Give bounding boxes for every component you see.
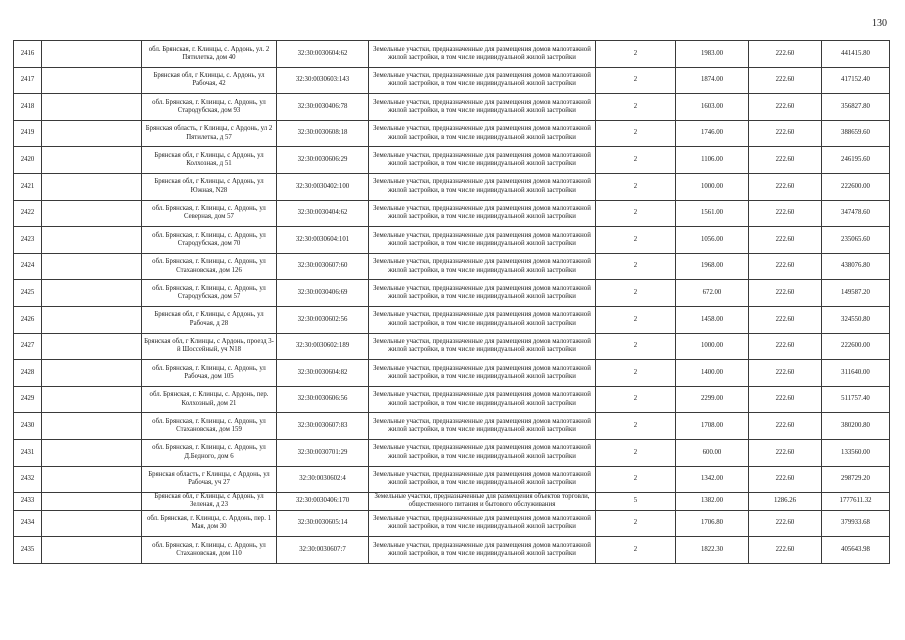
land-use-cell: Земельные участки, предназначенные для размещения домов малоэтажной жилой застройки, в том числе индивидуальной жилой застройки	[369, 360, 596, 387]
empty-cell	[42, 147, 142, 174]
land-use-cell: Земельные участки, предназначенные для размещения домов малоэтажной жилой застройки, в том числе индивидуальной жилой застройки	[369, 510, 596, 537]
land-use-cell: Земельные участки, предназначенные для размещения домов малоэтажной жилой застройки, в том числе индивидуальной жилой застройки	[369, 280, 596, 307]
area-cell: 1000.00	[676, 333, 749, 360]
cadastral-value-cell: 324550.80	[822, 306, 890, 333]
cadastral-number-cell: 32:30:0030406:78	[277, 94, 369, 121]
use-code-cell: 2	[596, 227, 676, 254]
cadastral-number-cell: 32:30:0030604:101	[277, 227, 369, 254]
cadastral-value-cell: 311640.00	[822, 360, 890, 387]
land-use-cell: Земельные участки, предназначенные для размещения домов малоэтажной жилой застройки, в том числе индивидуальной жилой застройки	[369, 306, 596, 333]
cadastral-value-cell: 235065.60	[822, 227, 890, 254]
area-cell: 1400.00	[676, 360, 749, 387]
use-code-cell: 2	[596, 200, 676, 227]
area-cell: 1746.00	[676, 120, 749, 147]
land-use-cell: Земельные участки, предназначенные для размещения домов малоэтажной жилой застройки, в том числе индивидуальной жилой застройки	[369, 41, 596, 68]
use-code-cell: 2	[596, 147, 676, 174]
address-cell: обл. Брянская, г. Клинцы, с. Ардонь, ул Стахановская, дом 110	[142, 537, 277, 564]
cadastral-value-cell: 222600.00	[822, 333, 890, 360]
cadastral-number-cell: 32:30:0030406:170	[277, 493, 369, 511]
cadastral-number-cell: 32:30:0030606:29	[277, 147, 369, 174]
use-code-cell: 2	[596, 94, 676, 121]
address-cell: обл. Брянская, г. Клинцы, с. Ардонь, ул. 2 Пятилетка, дом 40	[142, 41, 277, 68]
row-number: 2417	[14, 67, 42, 94]
cadastral-number-cell: 32:30:0030607:7	[277, 537, 369, 564]
rate-cell: 222.60	[749, 386, 822, 413]
table-row	[14, 510, 890, 537]
address-cell: обл. Брянская, г. Клинцы, с. Ардонь, ул Рабочая, дом 105	[142, 360, 277, 387]
empty-cell	[42, 200, 142, 227]
empty-cell	[42, 41, 142, 68]
address-cell: Брянская обл, г Клинцы, с. Ардонь, ул Рабочая, 42	[142, 67, 277, 94]
land-use-cell: Земельные участки, предназначенные для размещения объектов торговли, общественного питания и бытового обслуживания	[369, 493, 596, 511]
cadastral-value-cell: 356827.80	[822, 94, 890, 121]
empty-cell	[42, 439, 142, 466]
land-use-cell: Земельные участки, предназначенные для размещения домов малоэтажной жилой застройки, в том числе индивидуальной жилой застройки	[369, 439, 596, 466]
use-code-cell: 2	[596, 253, 676, 280]
use-code-cell: 2	[596, 41, 676, 68]
table-row	[14, 173, 890, 200]
empty-cell	[42, 413, 142, 440]
table-row	[14, 413, 890, 440]
rate-cell: 222.60	[749, 333, 822, 360]
area-cell: 1342.00	[676, 466, 749, 493]
empty-cell	[42, 493, 142, 511]
land-use-cell: Земельные участки, предназначенные для размещения домов малоэтажной жилой застройки, в том числе индивидуальной жилой застройки	[369, 94, 596, 121]
table-row	[14, 41, 890, 68]
row-number: 2416	[14, 41, 42, 68]
empty-cell	[42, 227, 142, 254]
cadastral-number-cell: 32:30:0030402:100	[277, 173, 369, 200]
empty-cell	[42, 280, 142, 307]
cadastral-value-cell: 438076.80	[822, 253, 890, 280]
area-cell: 1056.00	[676, 227, 749, 254]
row-number: 2419	[14, 120, 42, 147]
cadastral-number-cell: 32:30:0030406:69	[277, 280, 369, 307]
row-number: 2424	[14, 253, 42, 280]
area-cell: 1458.00	[676, 306, 749, 333]
area-cell: 1603.00	[676, 94, 749, 121]
area-cell: 1708.00	[676, 413, 749, 440]
address-cell: обл. Брянская, г. Клинцы, с. Ардонь, ул Стародубская, дом 93	[142, 94, 277, 121]
area-cell: 1382.00	[676, 493, 749, 511]
area-cell: 1106.00	[676, 147, 749, 174]
table-row	[14, 537, 890, 564]
rate-cell: 222.60	[749, 510, 822, 537]
land-use-cell: Земельные участки, предназначенные для размещения домов малоэтажной жилой застройки, в том числе индивидуальной жилой застройки	[369, 386, 596, 413]
address-cell: Брянская область, г Клинцы, с Ардонь, ул 2 Пятилетка, д 57	[142, 120, 277, 147]
rate-cell: 222.60	[749, 413, 822, 440]
rate-cell: 222.60	[749, 306, 822, 333]
empty-cell	[42, 120, 142, 147]
page-number: 130	[872, 18, 887, 29]
use-code-cell: 2	[596, 67, 676, 94]
row-number: 2429	[14, 386, 42, 413]
address-cell: Брянская обл, г Клинцы, с Ардонь, ул Колхозная, д 51	[142, 147, 277, 174]
area-cell: 1706.80	[676, 510, 749, 537]
address-cell: Брянская обл, г Клинцы, с Ардонь, ул Южная, N28	[142, 173, 277, 200]
empty-cell	[42, 537, 142, 564]
row-number: 2418	[14, 94, 42, 121]
cadastral-number-cell: 32:30:0030604:62	[277, 41, 369, 68]
table-row	[14, 67, 890, 94]
empty-cell	[42, 333, 142, 360]
rate-cell: 222.60	[749, 466, 822, 493]
rate-cell: 222.60	[749, 360, 822, 387]
cadastral-value-cell: 222600.00	[822, 173, 890, 200]
table-row	[14, 280, 890, 307]
address-cell: обл. Брянская, г. Клинцы, с. Ардонь, ул Стахановская, дом 159	[142, 413, 277, 440]
land-registry-table	[13, 40, 890, 564]
use-code-cell: 2	[596, 280, 676, 307]
row-number: 2430	[14, 413, 42, 440]
area-cell: 1983.00	[676, 41, 749, 68]
use-code-cell: 2	[596, 306, 676, 333]
use-code-cell: 5	[596, 493, 676, 511]
area-cell: 600.00	[676, 439, 749, 466]
cadastral-number-cell: 32:30:0030608:18	[277, 120, 369, 147]
cadastral-value-cell: 511757.40	[822, 386, 890, 413]
empty-cell	[42, 253, 142, 280]
table-row	[14, 360, 890, 387]
row-number: 2434	[14, 510, 42, 537]
cadastral-value-cell: 380200.80	[822, 413, 890, 440]
empty-cell	[42, 94, 142, 121]
cadastral-number-cell: 32:30:0030607:60	[277, 253, 369, 280]
table-body	[14, 41, 890, 564]
land-use-cell: Земельные участки, предназначенные для размещения домов малоэтажной жилой застройки, в том числе индивидуальной жилой застройки	[369, 253, 596, 280]
cadastral-value-cell: 405643.98	[822, 537, 890, 564]
table-row	[14, 94, 890, 121]
cadastral-value-cell: 1777611.32	[822, 493, 890, 511]
rate-cell: 222.60	[749, 439, 822, 466]
table-row	[14, 147, 890, 174]
land-use-cell: Земельные участки, предназначенные для размещения домов малоэтажной жилой застройки, в том числе индивидуальной жилой застройки	[369, 120, 596, 147]
cadastral-number-cell: 32:30:0030404:62	[277, 200, 369, 227]
row-number: 2427	[14, 333, 42, 360]
row-number: 2421	[14, 173, 42, 200]
empty-cell	[42, 510, 142, 537]
table-row	[14, 333, 890, 360]
rate-cell: 222.60	[749, 67, 822, 94]
land-use-cell: Земельные участки, предназначенные для размещения домов малоэтажной жилой застройки, в том числе индивидуальной жилой застройки	[369, 333, 596, 360]
cadastral-value-cell: 417152.40	[822, 67, 890, 94]
cadastral-value-cell: 441415.80	[822, 41, 890, 68]
cadastral-value-cell: 149587.20	[822, 280, 890, 307]
address-cell: обл. Брянская, г. Клинцы, с. Ардонь, ул Стародубская, дом 57	[142, 280, 277, 307]
cadastral-number-cell: 32:30:0030604:82	[277, 360, 369, 387]
address-cell: обл. Брянская, г. Клинцы, с. Ардонь, ул Стародубская, дом 70	[142, 227, 277, 254]
table-row	[14, 439, 890, 466]
rate-cell: 222.60	[749, 147, 822, 174]
rate-cell: 222.60	[749, 200, 822, 227]
land-use-cell: Земельные участки, предназначенные для размещения домов малоэтажной жилой застройки, в том числе индивидуальной жилой застройки	[369, 147, 596, 174]
land-use-cell: Земельные участки, предназначенные для размещения домов малоэтажной жилой застройки, в том числе индивидуальной жилой застройки	[369, 466, 596, 493]
empty-cell	[42, 306, 142, 333]
area-cell: 672.00	[676, 280, 749, 307]
address-cell: Брянская область, г Клинцы, с Ардонь, ул Рабочая, уч 27	[142, 466, 277, 493]
row-number: 2432	[14, 466, 42, 493]
rate-cell: 222.60	[749, 94, 822, 121]
table-row	[14, 120, 890, 147]
table-row	[14, 466, 890, 493]
land-use-cell: Земельные участки, предназначенные для размещения домов малоэтажной жилой застройки, в том числе индивидуальной жилой застройки	[369, 67, 596, 94]
table-row	[14, 227, 890, 254]
area-cell: 2299.00	[676, 386, 749, 413]
cadastral-value-cell: 246195.60	[822, 147, 890, 174]
cadastral-number-cell: 32:30:0030602:189	[277, 333, 369, 360]
cadastral-value-cell: 379933.68	[822, 510, 890, 537]
table-row	[14, 200, 890, 227]
rate-cell: 1286.26	[749, 493, 822, 511]
empty-cell	[42, 360, 142, 387]
cadastral-number-cell: 32:30:0030606:56	[277, 386, 369, 413]
address-cell: обл. Брянская, г. Клинцы, с. Ардонь, ул Д.Бедного, дом 6	[142, 439, 277, 466]
row-number: 2426	[14, 306, 42, 333]
empty-cell	[42, 173, 142, 200]
land-use-cell: Земельные участки, предназначенные для размещения домов малоэтажной жилой застройки, в том числе индивидуальной жилой застройки	[369, 413, 596, 440]
table-row	[14, 253, 890, 280]
use-code-cell: 2	[596, 386, 676, 413]
cadastral-value-cell: 388659.60	[822, 120, 890, 147]
cadastral-number-cell: 32:30:0030605:14	[277, 510, 369, 537]
address-cell: Брянская обл, г Клинцы, с Ардонь, ул Рабочая, д 28	[142, 306, 277, 333]
cadastral-value-cell: 133560.00	[822, 439, 890, 466]
cadastral-value-cell: 347478.60	[822, 200, 890, 227]
use-code-cell: 2	[596, 120, 676, 147]
cadastral-number-cell: 32:30:0030602:4	[277, 466, 369, 493]
use-code-cell: 2	[596, 333, 676, 360]
use-code-cell: 2	[596, 413, 676, 440]
empty-cell	[42, 466, 142, 493]
row-number: 2423	[14, 227, 42, 254]
address-cell: обл. Брянская, г. Клинцы, с. Ардонь, ул Северная, дом 57	[142, 200, 277, 227]
rate-cell: 222.60	[749, 120, 822, 147]
use-code-cell: 2	[596, 360, 676, 387]
area-cell: 1822.30	[676, 537, 749, 564]
address-cell: Брянская обл, г Клинцы, с Ардонь, ул Зеленая, д 23	[142, 493, 277, 511]
use-code-cell: 2	[596, 510, 676, 537]
area-cell: 1874.00	[676, 67, 749, 94]
row-number: 2422	[14, 200, 42, 227]
row-number: 2428	[14, 360, 42, 387]
row-number: 2431	[14, 439, 42, 466]
land-use-cell: Земельные участки, предназначенные для размещения домов малоэтажной жилой застройки, в том числе индивидуальной жилой застройки	[369, 173, 596, 200]
row-number: 2433	[14, 493, 42, 511]
rate-cell: 222.60	[749, 280, 822, 307]
use-code-cell: 2	[596, 439, 676, 466]
use-code-cell: 2	[596, 537, 676, 564]
land-use-cell: Земельные участки, предназначенные для размещения домов малоэтажной жилой застройки, в том числе индивидуальной жилой застройки	[369, 200, 596, 227]
use-code-cell: 2	[596, 173, 676, 200]
land-use-cell: Земельные участки, предназначенные для размещения домов малоэтажной жилой застройки, в том числе индивидуальной жилой застройки	[369, 227, 596, 254]
address-cell: обл. Брянская, г. Клинцы, с. Ардонь, пер. Колхозный, дом 21	[142, 386, 277, 413]
table-row	[14, 306, 890, 333]
rate-cell: 222.60	[749, 41, 822, 68]
cadastral-value-cell: 298729.20	[822, 466, 890, 493]
address-cell: обл. Брянская, г. Клинцы, с. Ардонь, пер. 1 Мая, дом 30	[142, 510, 277, 537]
empty-cell	[42, 386, 142, 413]
address-cell: Брянская обл, г Клинцы, с Ардонь, проезд 3-й Шоссейный, уч N18	[142, 333, 277, 360]
table-row	[14, 493, 890, 511]
row-number: 2420	[14, 147, 42, 174]
table-row	[14, 386, 890, 413]
rate-cell: 222.60	[749, 173, 822, 200]
use-code-cell: 2	[596, 466, 676, 493]
rate-cell: 222.60	[749, 537, 822, 564]
row-number: 2425	[14, 280, 42, 307]
land-use-cell: Земельные участки, предназначенные для размещения домов малоэтажной жилой застройки, в том числе индивидуальной жилой застройки	[369, 537, 596, 564]
area-cell: 1000.00	[676, 173, 749, 200]
empty-cell	[42, 67, 142, 94]
area-cell: 1561.00	[676, 200, 749, 227]
cadastral-number-cell: 32:30:0030602:56	[277, 306, 369, 333]
cadastral-number-cell: 32:30:0030607:83	[277, 413, 369, 440]
area-cell: 1968.00	[676, 253, 749, 280]
cadastral-number-cell: 32:30:0030603:143	[277, 67, 369, 94]
row-number: 2435	[14, 537, 42, 564]
rate-cell: 222.60	[749, 227, 822, 254]
address-cell: обл. Брянская, г. Клинцы, с. Ардонь, ул Стахановская, дом 126	[142, 253, 277, 280]
cadastral-number-cell: 32:30:0030701:29	[277, 439, 369, 466]
rate-cell: 222.60	[749, 253, 822, 280]
